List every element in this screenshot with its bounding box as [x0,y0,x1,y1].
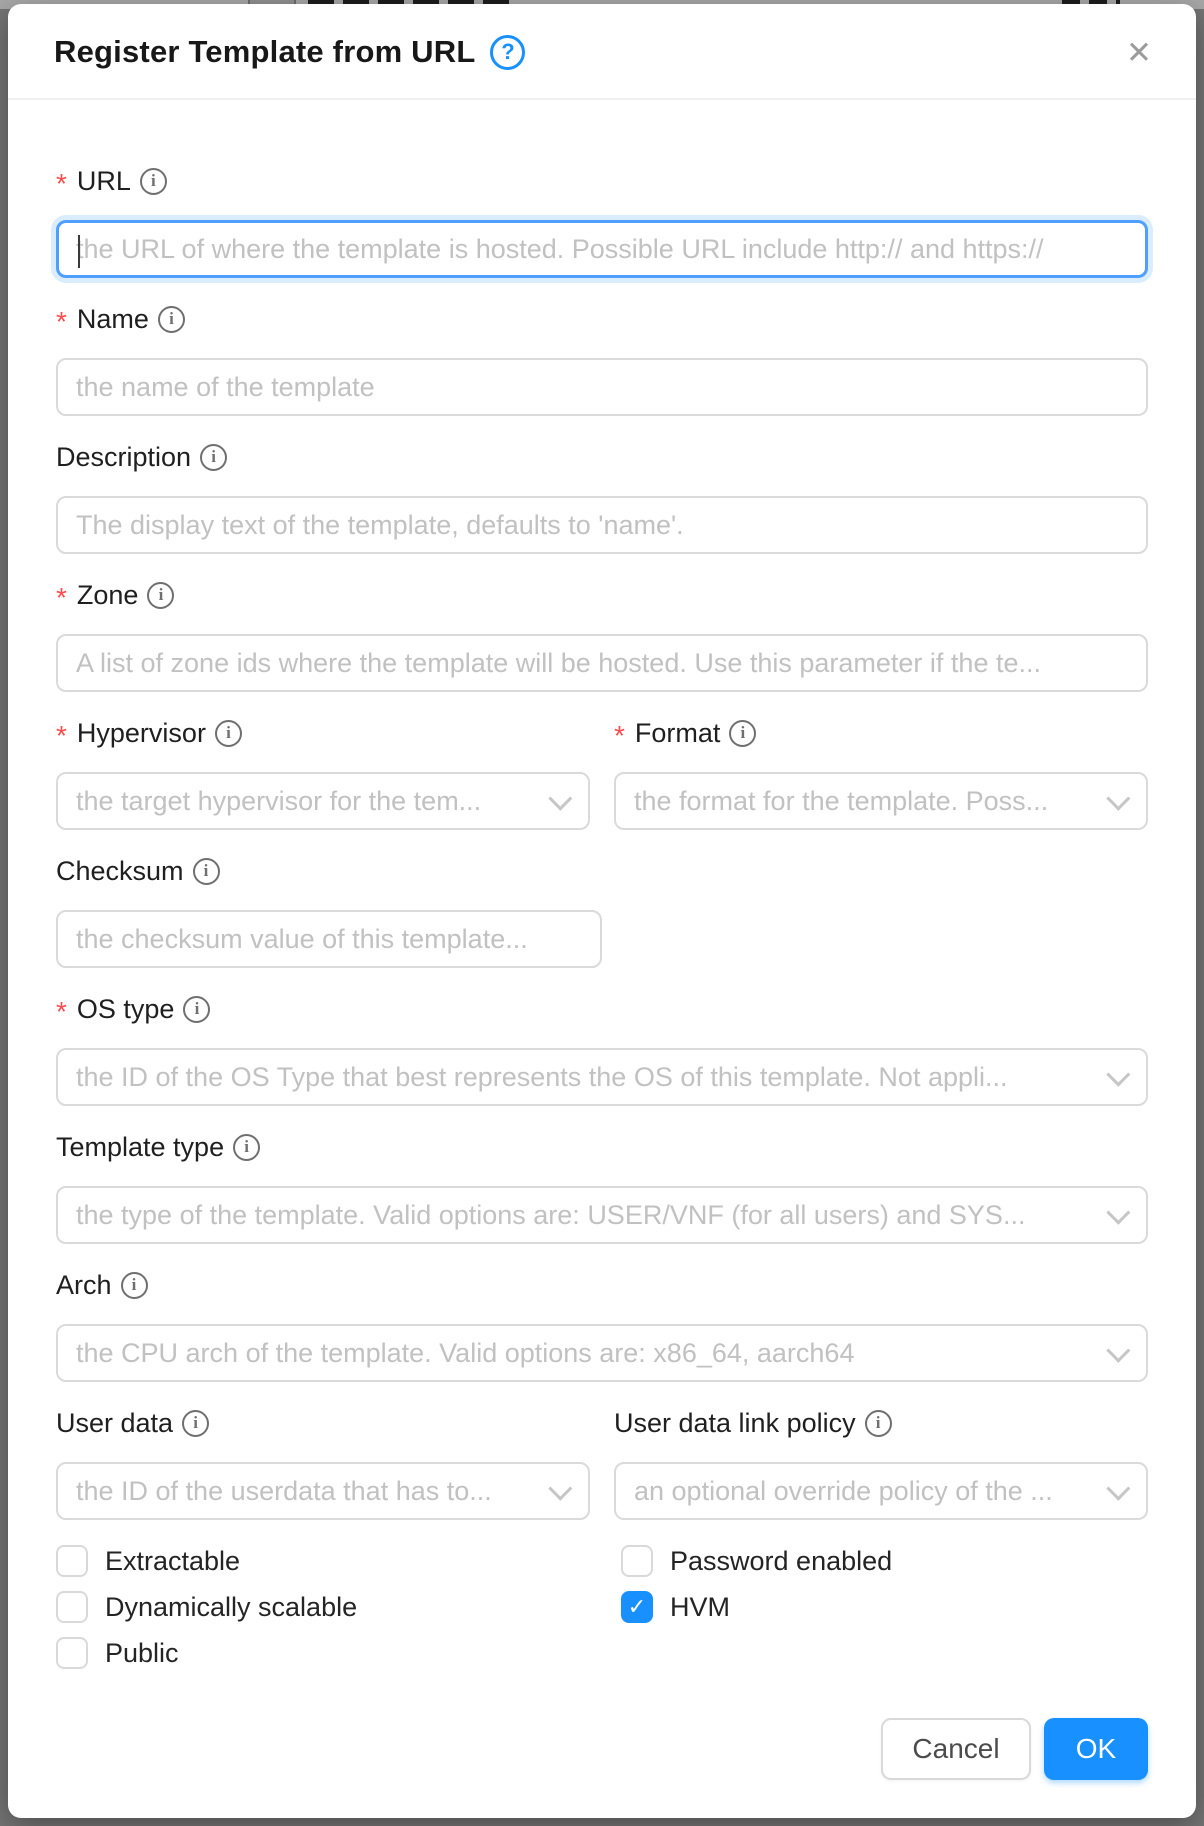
checkbox-dynamically-scalable-label: Dynamically scalable [105,1591,358,1622]
name-input[interactable] [76,372,1128,403]
user-data-select[interactable] [56,1462,590,1520]
info-circle-icon[interactable] [147,582,174,609]
chevron-down-icon [1106,786,1130,810]
info-circle-icon[interactable] [729,720,756,747]
chevron-down-icon [1106,1062,1130,1086]
row-user-data [56,1406,1148,1520]
field-os-type-label-row [56,992,1148,1026]
info-glyph: i [151,171,156,190]
arch-select[interactable] [56,1324,1148,1382]
hypervisor-select[interactable] [56,772,590,830]
cancel-button[interactable]: Cancel [881,1718,1031,1780]
hypervisor-select-placeholder: the target hypervisor for the tem... [76,785,482,816]
field-description-label-row [56,440,1148,474]
help-glyph: ? [501,39,515,64]
format-select[interactable] [614,772,1148,830]
checkbox-hvm-label: HVM [670,1591,730,1622]
info-circle-icon[interactable] [200,444,227,471]
field-name-label-row [56,302,1148,336]
info-circle-icon[interactable] [121,1272,148,1299]
field-checksum-label: Checksum [56,855,184,886]
checkbox-column-right [621,1544,892,1682]
required-asterisk: * [56,306,67,337]
info-glyph: i [169,309,174,328]
info-circle-icon[interactable] [865,1410,892,1437]
checkbox-box-unchecked[interactable] [56,1545,88,1577]
checkbox-box-unchecked[interactable] [56,1591,88,1623]
os-type-select[interactable] [56,1048,1148,1106]
field-user-data-link-policy-label-row [614,1406,1148,1440]
info-glyph: i [158,585,164,604]
required-asterisk: * [56,720,67,751]
field-name [56,302,1148,416]
field-user-data-label-row [56,1406,590,1440]
text-cursor [78,235,80,268]
checkbox-extractable[interactable] [56,1544,621,1578]
required-asterisk: * [56,996,67,1027]
field-description [56,440,1148,554]
field-user-data-link-policy [614,1406,1148,1520]
field-os-type [56,992,1148,1106]
field-template-type-label: Template type [56,1131,225,1162]
checkbox-dynamically-scalable[interactable] [56,1590,621,1624]
checkbox-password-enabled[interactable] [621,1544,892,1578]
info-glyph: i [875,1413,881,1432]
register-template-modal [8,4,1196,1818]
field-user-data-label: User data [56,1407,174,1438]
field-zone-label: Zone [76,579,139,610]
info-glyph: i [194,999,200,1018]
url-input[interactable] [76,234,1128,265]
field-user-data-link-policy-label: User data link policy [614,1407,856,1438]
field-arch-label-row [56,1268,1148,1302]
checkbox-box-checked[interactable] [621,1591,653,1623]
format-select-placeholder: the format for the template. Poss... [634,785,1049,816]
info-circle-icon[interactable] [215,720,242,747]
info-glyph: i [193,1413,198,1432]
check-icon: ✓ [627,1594,647,1619]
modal-footer [881,1718,1148,1780]
chevron-down-icon [1106,1200,1130,1224]
info-glyph: i [203,861,209,880]
checkbox-box-unchecked[interactable] [621,1545,653,1577]
user-data-select-placeholder: the ID of the userdata that has to... [76,1475,492,1506]
checksum-input-wrapper [56,910,602,968]
template-type-select[interactable] [56,1186,1148,1244]
row-hypervisor-format [56,716,1148,830]
chevron-down-icon [1106,1476,1130,1500]
field-os-type-label: OS type [76,993,175,1024]
user-data-link-policy-select-placeholder: an optional override policy of the ... [634,1475,1053,1506]
close-icon[interactable]: ✕ [1126,34,1152,70]
field-arch [56,1268,1148,1382]
info-circle-icon[interactable] [233,1134,260,1161]
required-asterisk: * [614,720,625,751]
field-checksum-label-row [56,854,1148,888]
field-template-type [56,1130,1148,1244]
name-input-wrapper [56,358,1148,416]
zone-select[interactable] [56,634,1148,692]
field-url-label: URL [76,165,131,196]
field-format [614,716,1148,830]
checkbox-box-unchecked[interactable] [56,1637,88,1669]
modal-header [8,4,1196,100]
modal-title: Register Template from URL [54,34,476,69]
field-checksum [56,854,1148,968]
description-input-wrapper [56,496,1148,554]
arch-select-placeholder: the CPU arch of the template. Valid options are: x86_64, aarch64 [76,1337,855,1368]
url-input-wrapper [56,220,1148,278]
required-asterisk: * [56,582,67,613]
info-circle-icon[interactable] [158,306,185,333]
field-zone-label-row [56,578,1148,612]
field-hypervisor-label-row [56,716,590,750]
template-type-select-placeholder: the type of the template. Valid options are: USER/VNF (for all users) and SYS... [76,1199,1026,1230]
os-type-select-placeholder: the ID of the OS Type that best represents the OS of this template. Not appli... [76,1061,1008,1092]
info-circle-icon[interactable] [182,1410,209,1437]
info-glyph: i [211,447,216,466]
field-hypervisor [56,716,590,830]
ok-button[interactable]: OK [1044,1718,1148,1780]
user-data-link-policy-select[interactable] [614,1462,1148,1520]
field-arch-label: Arch [56,1269,112,1300]
field-format-label: Format [634,717,721,748]
checkbox-public-label: Public [105,1637,179,1668]
info-glyph: i [740,723,746,742]
info-glyph: i [244,1137,249,1156]
checkbox-section [56,1544,1148,1682]
modal-body [8,100,1196,1682]
chevron-down-icon [548,786,572,810]
help-circle-icon[interactable] [490,35,525,70]
checkbox-public[interactable] [56,1636,621,1670]
info-glyph: i [131,1275,137,1294]
field-format-label-row [614,716,1148,750]
field-template-type-label-row [56,1130,1148,1164]
checkbox-column-left [56,1544,621,1682]
field-user-data [56,1406,590,1520]
checksum-input[interactable] [76,924,582,955]
chevron-down-icon [1106,1338,1130,1362]
required-asterisk: * [56,168,67,199]
info-glyph: i [226,723,231,742]
field-url [56,164,1148,278]
description-input[interactable] [76,510,1128,541]
zone-select-placeholder: A list of zone ids where the template will be hosted. Use this parameter if the te... [76,647,1041,678]
info-circle-icon[interactable] [183,996,210,1023]
checkbox-extractable-label: Extractable [105,1545,241,1576]
field-hypervisor-label: Hypervisor [76,717,206,748]
checkbox-hvm[interactable] [621,1590,892,1624]
field-url-label-row [56,164,1148,198]
field-description-label: Description [56,441,192,472]
field-zone [56,578,1148,692]
field-name-label: Name [76,303,149,334]
info-circle-icon[interactable] [193,858,220,885]
checkbox-password-enabled-label: Password enabled [670,1545,893,1576]
chevron-down-icon [548,1476,572,1500]
info-circle-icon[interactable] [140,168,167,195]
